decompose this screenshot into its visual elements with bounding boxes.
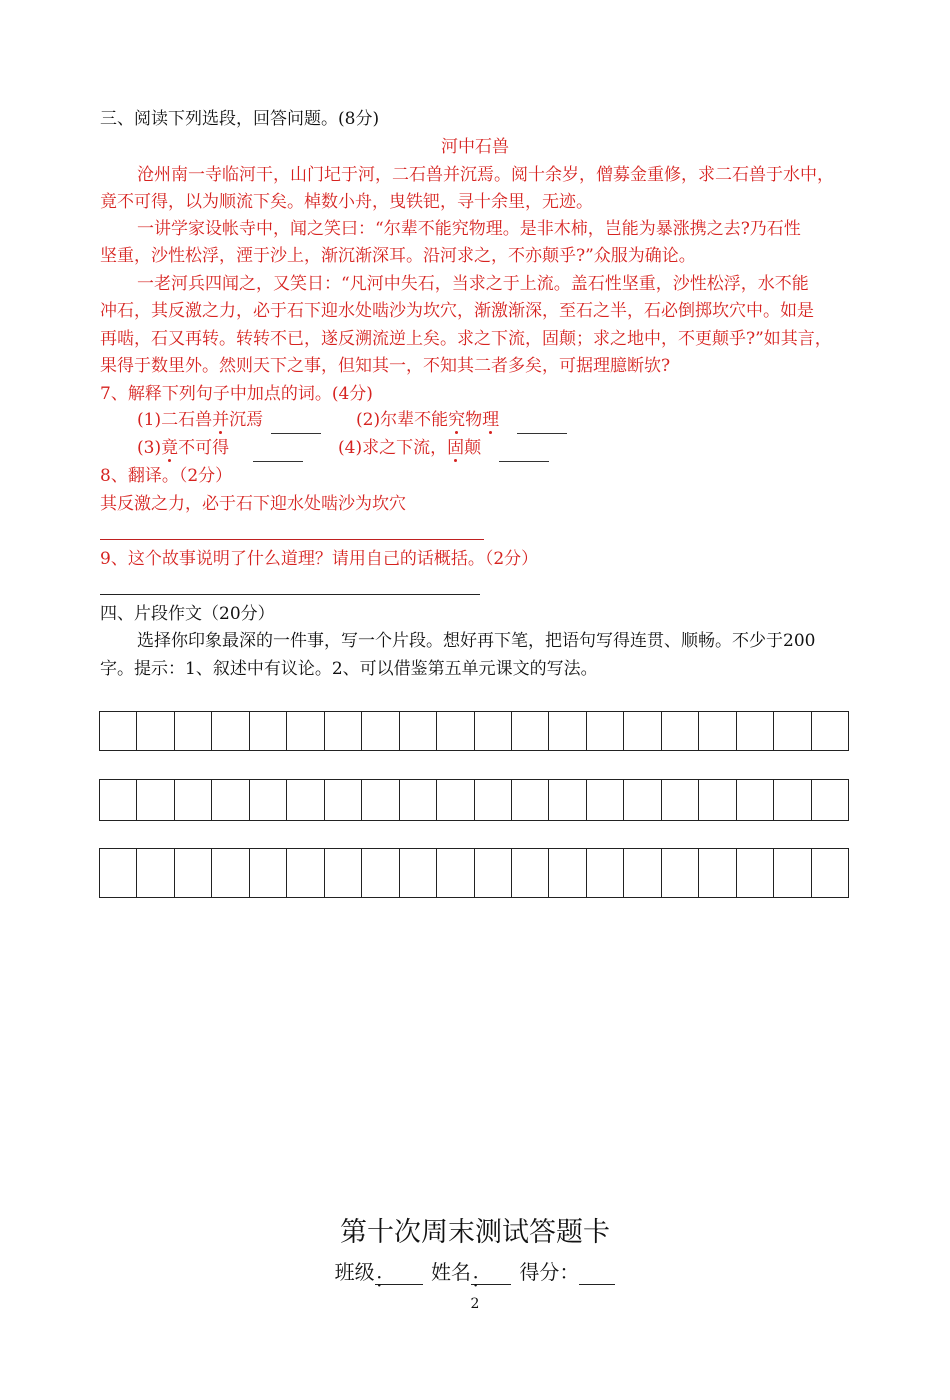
q8-sentence: 其反激之力，必于石下迎水处啮沙为坎穴 [100, 494, 406, 514]
q7-heading: 7、解释下列句子中加点的词。(4分) [100, 384, 373, 404]
answer-blank[interactable] [271, 415, 321, 434]
answer-card-info: 班级： 姓名： 得分： [0, 1256, 950, 1285]
q9-answer-line[interactable] [100, 594, 480, 595]
passage-line: 坚重，沙性松浮，湮于沙上，渐沉渐深耳。沿河求之，不亦颠乎?”众服为确论。 [100, 246, 696, 266]
passage-line: 冲石，其反激之力，必于石下迎水处啮沙为坎穴，渐激渐深，至石之半，石必倒掷坎穴中。如是 [100, 301, 814, 321]
q8-heading: 8、翻译。（2分） [100, 466, 233, 486]
section4-instruction: 字。提示：1、叙述中有议论。2、可以借鉴第五单元课文的写法。 [100, 659, 598, 679]
answer-card-title: 第十次周末测试答题卡 [340, 1217, 610, 1248]
q7-item-3: (3)竟不可得 [137, 435, 303, 462]
passage-line: 一讲学家设帐寺中，闻之笑曰：“尔辈不能究物理。是非木柿，岂能为暴涨携之去?乃石性 [137, 219, 801, 239]
q7-item-1: (1)二石兽并沉焉 [137, 407, 321, 434]
writing-grid-row[interactable] [99, 848, 849, 898]
section4-instruction: 选择你印象最深的一件事，写一个片段。想好再下笔，把语句写得连贯、顺畅。不少于200 [137, 631, 816, 651]
q9-heading: 9、这个故事说明了什么道理？请用自己的话概括。（2分） [100, 549, 539, 569]
section3-heading: 三、阅读下列选段，回答问题。(8分) [100, 109, 380, 129]
passage-line: 再啮，石又再转。转转不已，遂反溯流逆上矣。求之下流，固颠；求之地中，不更颠乎?”如其言， [100, 329, 832, 349]
q7-item-2: (2)尔辈不能究物理 [356, 407, 567, 434]
passage-line: 竟不可得，以为顺流下矣。棹数小舟，曳铁钯，寻十余里，无迹。 [100, 192, 593, 212]
passage-line: 果得于数里外。然则天下之事，但知其一，不知其二者多矣，可据理臆断欤? [100, 356, 671, 376]
q8-answer-line[interactable] [100, 539, 484, 540]
q7-item-4: (4)求之下流，固颠 [338, 435, 549, 462]
answer-blank[interactable] [517, 415, 567, 434]
page-number: 2 [470, 1296, 480, 1312]
answer-blank[interactable] [253, 443, 303, 462]
writing-grid-row[interactable] [99, 711, 849, 751]
passage-title: 河中石兽 [441, 137, 509, 157]
section4-heading: 四、片段作文（20分） [100, 604, 275, 624]
score-field[interactable] [579, 1264, 615, 1285]
writing-grid-row[interactable] [99, 779, 849, 821]
passage-line: 沧州南一寺临河干，山门圮于河，二石兽并沉焉。阅十余岁，僧募金重修，求二石兽于水中， [137, 165, 834, 185]
answer-blank[interactable] [499, 443, 549, 462]
passage-line: 一老河兵四闻之，又笑日：“凡河中失石，当求之于上流。盖石性坚重，沙性松浮，水不能 [137, 274, 809, 294]
name-field[interactable]: ： [471, 1264, 511, 1285]
class-field[interactable]: ： [375, 1264, 423, 1285]
